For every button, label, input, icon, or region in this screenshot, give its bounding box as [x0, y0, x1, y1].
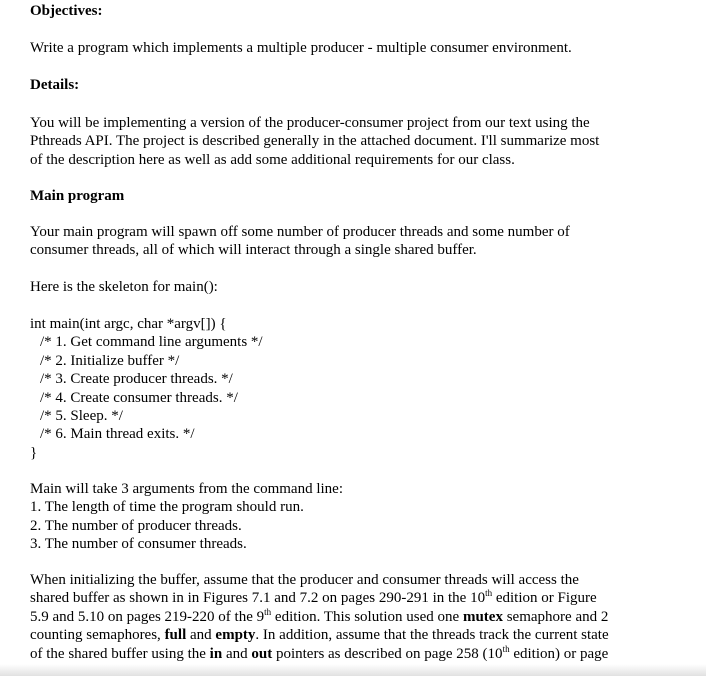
buffer-paragraph-line: shared buffer as shown in in Figures 7.1 and 7.2 on pages 290-291 in the 10th edition or Figure	[30, 588, 597, 607]
main-program-heading: Main program	[30, 188, 125, 204]
code-line: int main(int argc, char *argv[]) {	[30, 316, 227, 332]
code-line: }	[30, 444, 38, 461]
details-paragraph-line: Pthreads API. The project is described generally in the attached document. I'll summarize most	[30, 133, 600, 150]
buffer-paragraph-line: When initializing the buffer, assume that the producer and consumer threads will access the	[30, 572, 579, 588]
details-heading: Details:	[30, 77, 80, 93]
code-line: /* 3. Create producer threads. */	[40, 371, 233, 388]
args-line: 3. The number of consumer threads.	[30, 536, 247, 553]
page-bottom-shadow	[0, 664, 706, 676]
code-line: /* 4. Create consumer threads. */	[40, 389, 238, 406]
objectives-heading: Objectives:	[30, 3, 103, 19]
args-line: 2. The number of producer threads.	[30, 517, 242, 534]
main-paragraph-line: consumer threads, all of which will interact through a single shared buffer.	[30, 242, 477, 259]
args-line: 1. The length of time the program should run.	[30, 499, 304, 516]
skeleton-intro: Here is the skeleton for main():	[30, 279, 218, 295]
details-paragraph-line: You will be implementing a version of the producer-consumer project from our text using the	[30, 115, 590, 131]
objectives-text: Write a program which implements a multiple producer - multiple consumer environment.	[30, 40, 572, 56]
code-line: /* 6. Main thread exits. */	[40, 426, 195, 443]
main-paragraph-line: Your main program will spawn off some number of producer threads and some number of	[30, 224, 570, 240]
buffer-paragraph-line: of the shared buffer using the in and out pointers as described on page 258 (10th edition) or page	[30, 643, 609, 662]
args-line: Main will take 3 arguments from the command line:	[30, 481, 343, 497]
code-line: /* 2. Initialize buffer */	[40, 352, 180, 369]
code-line: /* 1. Get command line arguments */	[40, 334, 263, 351]
code-line: /* 5. Sleep. */	[40, 408, 123, 424]
buffer-paragraph-line: 5.9 and 5.10 on pages 219-220 of the 9th edition. This solution used one mutex semaphore and 2	[30, 606, 609, 625]
buffer-paragraph-line: counting semaphores, full and empty. In addition, assume that the threads track the current state	[30, 627, 609, 644]
details-paragraph-line: of the description here as well as add some additional requirements for our class.	[30, 151, 515, 168]
